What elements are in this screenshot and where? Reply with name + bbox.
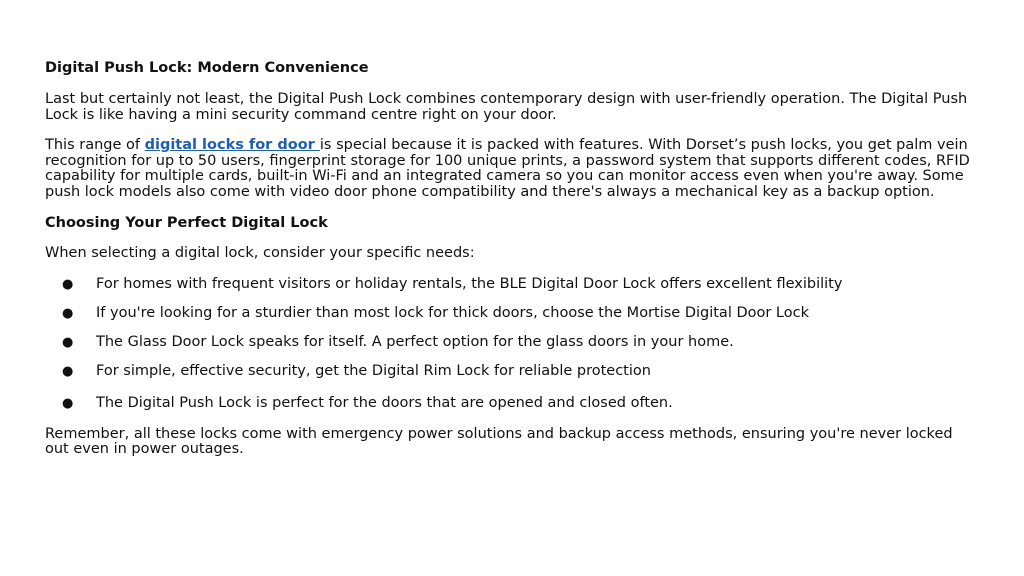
list-item-text: For simple, effective security, get the Digital Rim Lock for reliable protection (96, 362, 651, 379)
list-item-text: The Glass Door Lock speaks for itself. A perfect option for the glass doors in your home. (96, 333, 734, 350)
list-item-text: If you're looking for a sturdier than most lock for thick doors, choose the Mortise Digital Door Lock (96, 304, 809, 321)
list-item-text: The Digital Push Lock is perfect for the doors that are opened and closed often. (96, 394, 673, 411)
features-text-after-link: is special because it is packed with features. With Dorset’s push locks, you get palm vein recognition for up to 50 users, fingerprint storage for 100 unique prints, a password system that supports different codes, RFID capability for multiple cards, built-in Wi-Fi and an integrated camera so you can monitor access even when you're away. Some push lock models also come with video door phone compatibility and there's always a mechanical key as a backup option. (45, 137, 970, 200)
list-item (45, 395, 980, 412)
recommendations-list (45, 276, 980, 412)
features-text-before-link: This range of (45, 137, 145, 153)
list-item (45, 334, 980, 351)
paragraph-push-lock-intro: Last but certainly not least, the Digital Push Lock combines contemporary design with user-friendly operation. The Digital Push Lock is like having a mini security command centre right on your door. (45, 91, 968, 123)
bullet-icon: ● (62, 395, 74, 411)
bullet-icon: ● (62, 334, 74, 350)
list-item-text: For homes with frequent visitors or holiday rentals, the BLE Digital Door Lock offers excellent flexibility (96, 275, 843, 292)
paragraph-push-lock-features (45, 138, 980, 200)
list-item (45, 276, 980, 293)
bullet-icon: ● (62, 363, 74, 379)
list-item (45, 363, 980, 380)
list-item (45, 305, 980, 322)
paragraph-closing: Remember, all these locks come with emergency power solutions and backup access methods, ensuring you're never locked out even in power outages. (45, 425, 953, 457)
section-heading-choosing: Choosing Your Perfect Digital Lock (45, 215, 328, 231)
section-heading-push-lock: Digital Push Lock: Modern Convenience (45, 60, 369, 76)
digital-locks-link[interactable]: digital locks for door (144, 137, 320, 153)
bullet-icon: ● (62, 276, 74, 292)
paragraph-choosing-intro: When selecting a digital lock, consider your specific needs: (45, 245, 475, 261)
bullet-icon: ● (62, 305, 74, 321)
document-page (45, 60, 980, 458)
